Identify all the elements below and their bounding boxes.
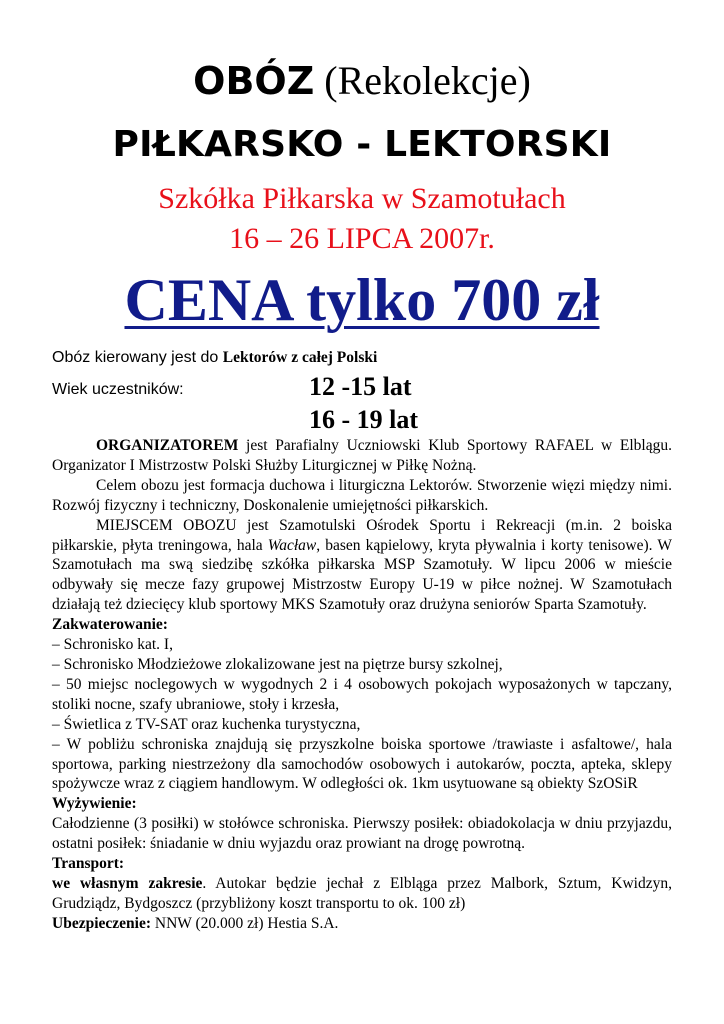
camp-dates: 16 – 26 LIPCA 2007r. — [229, 222, 495, 255]
organizer-text: jest Parafialny Uczniowski Klub Sportowy RAFAEL w Elblągu. Organizator I Mistrzostw Polski Służby Liturgicznej w Piłkę Nożną. — [52, 437, 672, 474]
organizer-label: ORGANIZATOREM — [96, 437, 239, 454]
price-heading — [0, 260, 724, 340]
title-line-2: PIŁKARSKO - LEKTORSKI — [112, 124, 612, 165]
age-label: Wiek uczestników: — [52, 381, 184, 398]
accommodation-item: – Schronisko kat. I, — [52, 636, 173, 654]
age-group-2: 16 - 19 lat — [309, 405, 419, 434]
intro-prefix: Obóz kierowany jest do — [52, 349, 223, 366]
transport-text: . Autokar będzie jechał z Elbląga przez Malbork, Sztum, Kwidzyn, Grudziądz, Bydgoszcz (przybliżony koszt transportu to ok. 100 zł) — [52, 874, 672, 912]
accommodation-item: – 50 miejsc noclegowych w wygodnych 2 i 4 osobowych pokojach wyposażonych w tapczany, stoliki nocne, szafy ubraniowe, stoły i krzesła, — [52, 675, 672, 713]
transport-bold: we własnym zakresie — [52, 874, 203, 892]
transport-heading: Transport: — [52, 855, 125, 873]
accommodation-item: – Świetlica z TV-SAT oraz kuchenka turystyczna, — [52, 715, 361, 733]
title-paren: (Rekolekcje) — [324, 58, 531, 103]
organizer-paragraph — [52, 436, 672, 476]
intro-bold: Lektorów z całej Polski — [222, 349, 378, 366]
location-text-1: MIEJSCEM OBOZU jest Szamotulski Ośrodek Sportu i Rekreacji (m.in. 2 boiska piłkarskie, płyta treningowa, hala — [52, 516, 672, 554]
insurance-text: NNW (20.000 zł) Hestia S.A. — [151, 914, 339, 932]
price-text: CENA tylko 700 zł — [124, 267, 600, 333]
accommodation-heading: Zakwaterowanie: — [52, 616, 168, 634]
title-line-1 — [0, 54, 724, 108]
body-text — [52, 436, 672, 934]
accommodation-item: – Schronisko Młodzieżowe zlokalizowane jest na piętrze bursy szkolnej, — [52, 655, 503, 673]
goal-paragraph: Celem obozu jest formacja duchowa i liturgiczna Lektorów. Stworzenie więzi między nimi. Rozwój fizyczny i techniczny, Doskonalenie umiejętności piłkarskich. — [52, 476, 672, 514]
insurance-heading: Ubezpieczenie: — [52, 914, 151, 932]
age-group-1: 12 -15 lat — [309, 372, 412, 401]
accommodation-item: – W pobliżu schroniska znajdują się przyszkolne boiska sportowe /trawiaste i asfaltowe/, hala sportowa, parking niestrzeżony dla samochodów osobowych i autokarów, poczta, apteka, sklepy spożywcze wraz z ciągiem handlowym. W odległości ok. 1km usytuowane są obiekty SzOSiR — [52, 735, 672, 793]
location-text-2: , basen kąpielowy, kryta pływalnia i korty tenisowe). W Szamotułach ma swą siedzibę szkółka piłkarska MSP Szamotuły. W lipcu 2006 w mieście odbywały się mecze fazy grupowej Mistrzostw Europy U-19 w piłce nożnej. W Szamotułach działają też dziecięcy klub sportowy MKS Szamotuły oraz drużyna seniorów Sparta Szamotuły. — [52, 536, 672, 614]
food-text: Całodzienne (3 posiłki) w stołówce schroniska. Pierwszy posiłek: obiadokolacja w dniu przyjazdu, ostatni posiłek: śniadanie w dniu wyjazdu oraz prowiant na drogę powrotną. — [52, 815, 672, 853]
intro-line — [52, 348, 377, 368]
location-paragraph — [52, 516, 672, 616]
school-name: Szkółka Piłkarska w Szamotułach — [158, 182, 566, 215]
insurance-paragraph — [52, 914, 672, 934]
transport-paragraph — [52, 874, 672, 914]
location-italic: Wacław — [267, 536, 317, 554]
title-bold: OBÓZ — [193, 59, 315, 103]
food-heading: Wyżywienie: — [52, 795, 137, 813]
